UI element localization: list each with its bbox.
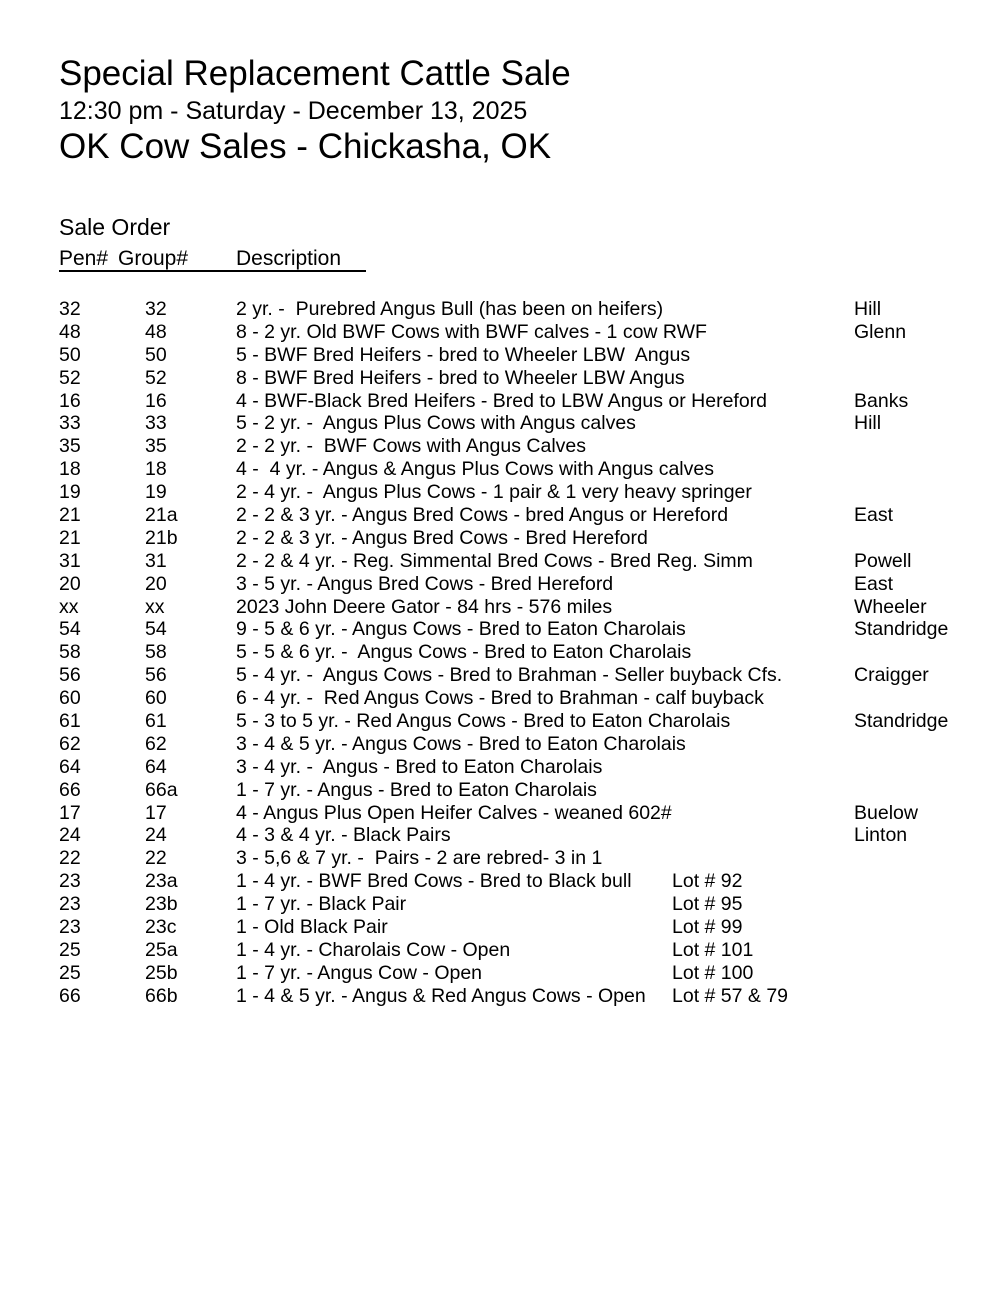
cell-consignor: Hill (854, 298, 882, 320)
cell-consignor: East (854, 504, 894, 527)
table-row (0, 573, 1000, 596)
cell-description: 1 - 7 yr. - Angus - Bred to Eaton Charolais (236, 778, 597, 801)
cell-pen: 21 (59, 504, 81, 527)
cell-pen: 18 (59, 458, 81, 481)
table-row (0, 870, 1000, 893)
cell-lot: Lot # 92 (672, 870, 743, 893)
cell-group: 16 (145, 389, 167, 412)
cell-group: 20 (145, 572, 167, 595)
cell-description: 2 - 2 yr. - BWF Cows with Angus Calves (236, 435, 587, 458)
cell-pen: 25 (59, 938, 81, 961)
cell-description: 2 yr. - Purebred Angus Bull (has been on heifers) (236, 298, 664, 320)
cell-pen: 21 (59, 526, 81, 549)
table-row (0, 618, 1000, 641)
page-title: Special Replacement Cattle Sale (59, 54, 571, 93)
cell-pen: 23 (59, 870, 81, 893)
sale-venue: OK Cow Sales - Chickasha, OK (59, 127, 552, 166)
cell-description: 4 - 4 yr. - Angus & Angus Plus Cows with Angus calves (236, 458, 714, 481)
cell-group: 33 (145, 412, 167, 435)
cell-description: 6 - 4 yr. - Red Angus Cows - Bred to Brahman - calf buyback (236, 687, 764, 710)
cell-description: 5 - 5 & 6 yr. - Angus Cows - Bred to Eaton Charolais (236, 641, 692, 664)
table-row (0, 481, 1000, 504)
cell-group: 25a (145, 938, 178, 961)
cell-group: 66b (145, 984, 178, 1007)
cell-group: 62 (145, 732, 167, 755)
cell-lot: Lot # 95 (672, 893, 743, 916)
cell-group: 25b (145, 961, 178, 984)
cell-group: 31 (145, 549, 167, 572)
cell-description: 4 - BWF-Black Bred Heifers - Bred to LBW Angus or Hereford (236, 389, 768, 412)
cell-description: 4 - 3 & 4 yr. - Black Pairs (236, 824, 451, 847)
cell-pen: 62 (59, 732, 81, 755)
table-row (0, 664, 1000, 687)
table-row (0, 756, 1000, 779)
cell-pen: 66 (59, 778, 81, 801)
cell-pen: 25 (59, 961, 81, 984)
cell-description: 1 - 4 & 5 yr. - Angus & Red Angus Cows - Open (236, 984, 646, 1007)
cell-consignor: Linton (854, 824, 908, 847)
cell-pen: 20 (59, 572, 81, 595)
cell-description: 1 - 7 yr. - Black Pair (236, 893, 407, 916)
cell-description: 3 - 5 yr. - Angus Bred Cows - Bred Hereford (236, 572, 614, 595)
cell-pen: 56 (59, 664, 81, 687)
cell-pen: 22 (59, 847, 81, 870)
cell-description: 3 - 4 & 5 yr. - Angus Cows - Bred to Eaton Charolais (236, 732, 686, 755)
cell-description: 9 - 5 & 6 yr. - Angus Cows - Bred to Eaton Charolais (236, 618, 686, 641)
cell-consignor: Standridge (854, 710, 949, 733)
column-header-pen: Pen# (59, 247, 109, 270)
cell-description: 5 - 4 yr. - Angus Cows - Bred to Brahman - Seller buyback Cfs. (236, 664, 783, 687)
cell-description: 1 - Old Black Pair (236, 916, 388, 939)
cell-group: 61 (145, 710, 167, 733)
cell-pen: 19 (59, 481, 81, 504)
cell-pen: 48 (59, 320, 81, 343)
table-row (0, 412, 1000, 435)
cell-description: 2 - 2 & 3 yr. - Angus Bred Cows - bred Angus or Hereford (236, 504, 729, 527)
cell-group: 24 (145, 824, 167, 847)
cell-pen: xx (59, 595, 79, 618)
table-row (0, 504, 1000, 527)
sale-datetime: 12:30 pm - Saturday - December 13, 2025 (59, 97, 528, 125)
cell-pen: 16 (59, 389, 81, 412)
cell-consignor: East (854, 572, 894, 595)
table-header (0, 248, 1000, 274)
cell-group: 32 (145, 298, 167, 320)
cell-group: 35 (145, 435, 167, 458)
table-row (0, 962, 1000, 985)
cell-pen: 52 (59, 366, 81, 389)
cell-lot: Lot # 99 (672, 916, 743, 939)
cell-group: 21b (145, 526, 178, 549)
cell-pen: 23 (59, 916, 81, 939)
cell-group: 66a (145, 778, 178, 801)
table-row (0, 802, 1000, 825)
cell-lot: Lot # 100 (672, 961, 754, 984)
table-row (0, 939, 1000, 962)
table-row (0, 985, 1000, 1008)
cell-description: 8 - BWF Bred Heifers - bred to Wheeler LBW Angus (236, 366, 685, 389)
table-row (0, 321, 1000, 344)
cell-pen: 35 (59, 435, 81, 458)
table-row (0, 458, 1000, 481)
cell-group: 56 (145, 664, 167, 687)
cell-pen: 54 (59, 618, 81, 641)
cell-description: 4 - Angus Plus Open Heifer Calves - weaned 602# (236, 801, 672, 824)
cell-group: 22 (145, 847, 167, 870)
cell-description: 2023 John Deere Gator - 84 hrs - 576 miles (236, 595, 613, 618)
cell-pen: 31 (59, 549, 81, 572)
cell-group: 21a (145, 504, 178, 527)
cell-description: 5 - 3 to 5 yr. - Red Angus Cows - Bred to Eaton Charolais (236, 710, 731, 733)
table-row (0, 390, 1000, 413)
cell-lot: Lot # 57 & 79 (672, 984, 789, 1007)
cell-group: 17 (145, 801, 167, 824)
cell-description: 8 - 2 yr. Old BWF Cows with BWF calves - 1 cow RWF (236, 320, 707, 343)
cell-pen: 32 (59, 298, 81, 320)
table-row (0, 710, 1000, 733)
table-row (0, 733, 1000, 756)
sale-order-rows (0, 298, 1000, 1008)
cell-consignor: Craigger (854, 664, 929, 687)
table-row (0, 298, 1000, 321)
cell-description: 2 - 4 yr. - Angus Plus Cows - 1 pair & 1 very heavy springer (236, 481, 752, 504)
table-row (0, 550, 1000, 573)
column-header-group: Group# (118, 247, 189, 270)
cell-description: 2 - 2 & 4 yr. - Reg. Simmental Bred Cows - Bred Reg. Simm (236, 549, 753, 572)
cell-description: 1 - 4 yr. - Charolais Cow - Open (236, 938, 511, 961)
cell-description: 3 - 5,6 & 7 yr. - Pairs - 2 are rebred- 3 in 1 (236, 847, 603, 870)
table-row (0, 527, 1000, 550)
cell-description: 1 - 7 yr. - Angus Cow - Open (236, 961, 483, 984)
cell-group: 23a (145, 870, 178, 893)
header-underline (59, 270, 366, 272)
cell-consignor: Banks (854, 389, 909, 412)
table-row (0, 824, 1000, 847)
table-row (0, 893, 1000, 916)
table-row (0, 596, 1000, 619)
table-row (0, 641, 1000, 664)
table-row (0, 344, 1000, 367)
section-title: Sale Order (59, 214, 171, 240)
table-row (0, 916, 1000, 939)
cell-pen: 60 (59, 687, 81, 710)
cell-lot: Lot # 101 (672, 938, 754, 961)
cell-pen: 23 (59, 893, 81, 916)
cell-consignor: Buelow (854, 801, 918, 824)
cell-group: 60 (145, 687, 167, 710)
column-header-description: Description (236, 247, 342, 270)
cell-group: 23b (145, 893, 178, 916)
table-row (0, 779, 1000, 802)
table-row (0, 435, 1000, 458)
cell-pen: 66 (59, 984, 81, 1007)
cell-pen: 17 (59, 801, 81, 824)
cell-pen: 58 (59, 641, 81, 664)
cell-group: 52 (145, 366, 167, 389)
table-row (0, 847, 1000, 870)
cell-pen: 33 (59, 412, 81, 435)
cell-group: 54 (145, 618, 167, 641)
cell-group: 64 (145, 755, 167, 778)
cell-description: 1 - 4 yr. - BWF Bred Cows - Bred to Black bull (236, 870, 632, 893)
cell-pen: 24 (59, 824, 81, 847)
cell-pen: 61 (59, 710, 81, 733)
cell-description: 5 - BWF Bred Heifers - bred to Wheeler LBW Angus (236, 343, 691, 366)
cell-group: xx (145, 595, 165, 618)
cell-description: 3 - 4 yr. - Angus - Bred to Eaton Charolais (236, 755, 603, 778)
table-row (0, 367, 1000, 390)
cell-consignor: Glenn (854, 320, 907, 343)
cell-description: 2 - 2 & 3 yr. - Angus Bred Cows - Bred Hereford (236, 526, 648, 549)
cell-consignor: Standridge (854, 618, 949, 641)
cell-group: 58 (145, 641, 167, 664)
cell-group: 19 (145, 481, 167, 504)
cell-description: 5 - 2 yr. - Angus Plus Cows with Angus calves (236, 412, 636, 435)
table-row (0, 687, 1000, 710)
cell-group: 48 (145, 320, 167, 343)
cell-pen: 50 (59, 343, 81, 366)
cell-consignor: Hill (854, 412, 882, 435)
cell-group: 50 (145, 343, 167, 366)
cell-consignor: Powell (854, 549, 912, 572)
cell-pen: 64 (59, 755, 81, 778)
cell-consignor: Wheeler (854, 595, 927, 618)
cell-group: 23c (145, 916, 177, 939)
cell-group: 18 (145, 458, 167, 481)
